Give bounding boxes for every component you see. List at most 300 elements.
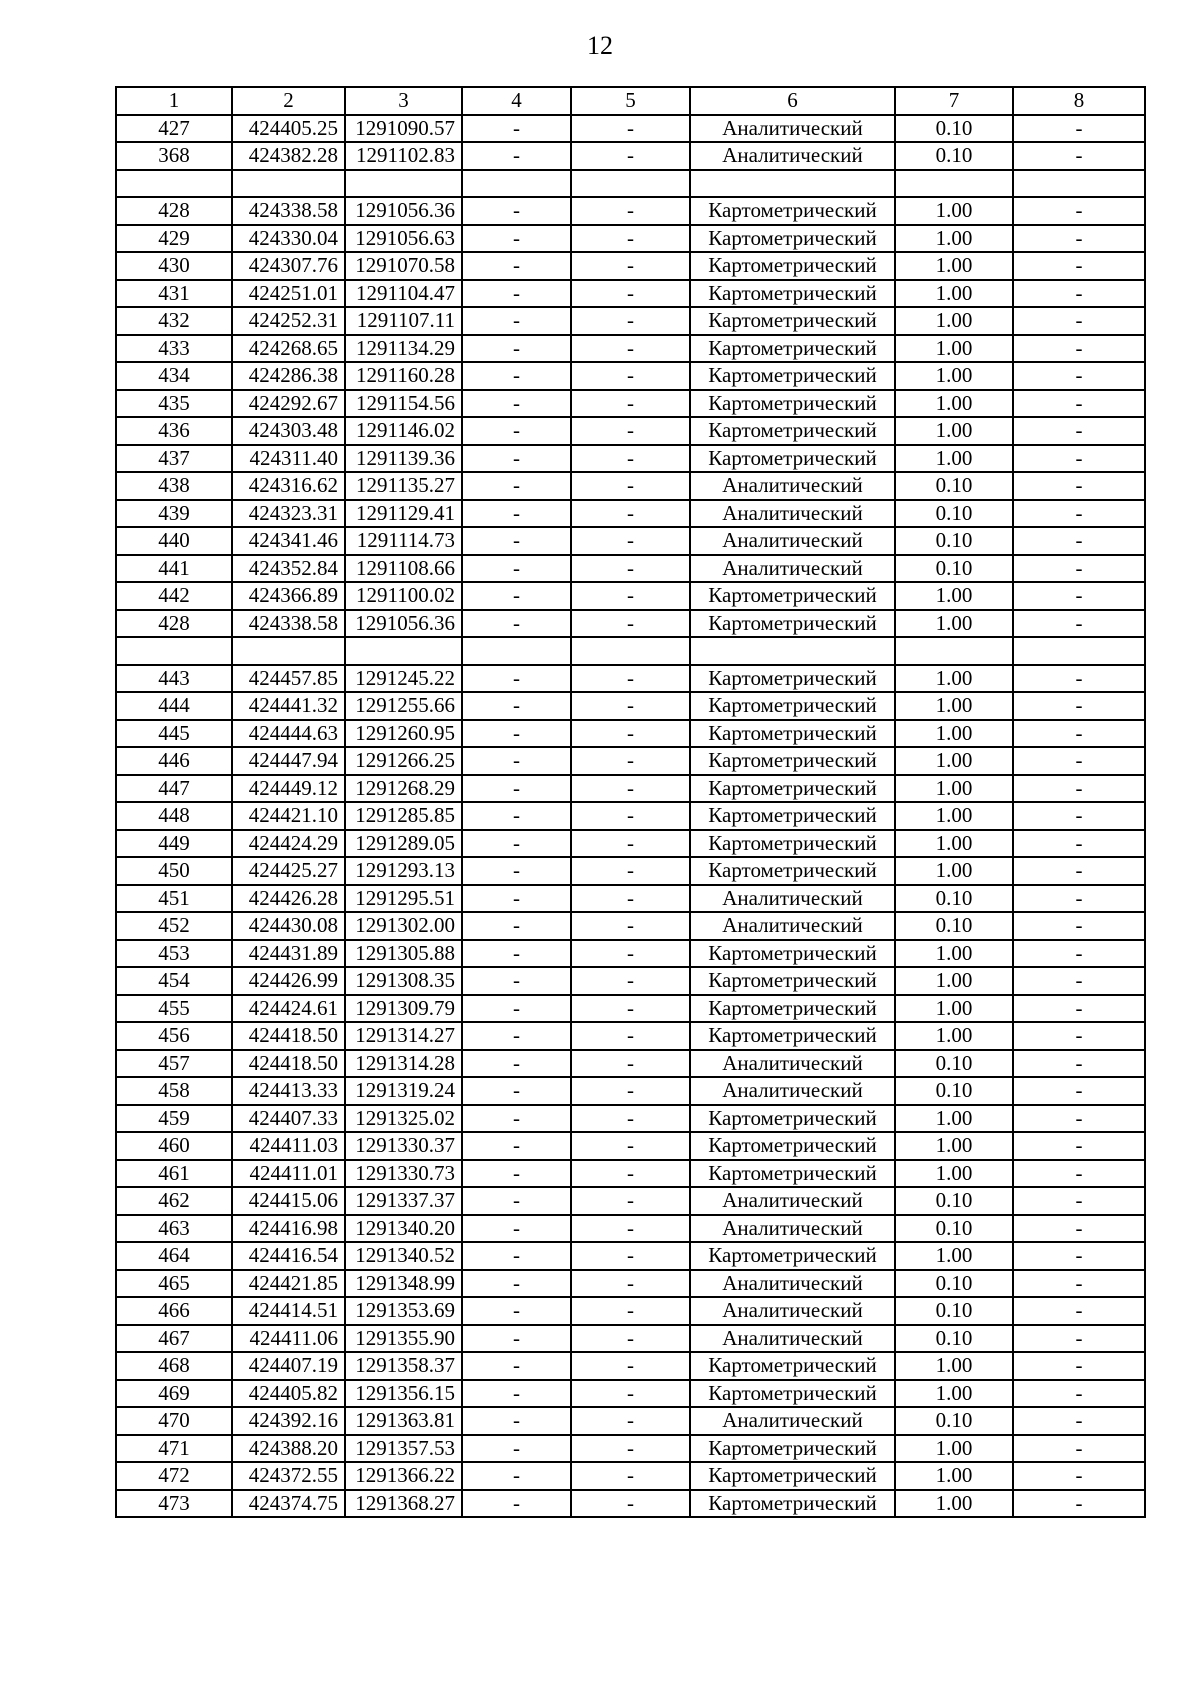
table-row <box>116 995 1145 1023</box>
column-5-cell: - <box>571 940 690 968</box>
column-4-cell: - <box>462 1407 571 1435</box>
method-cell: Аналитический <box>690 1077 895 1105</box>
point-number-cell: 462 <box>116 1187 232 1215</box>
y-coordinate-cell: 1291368.27 <box>345 1490 462 1518</box>
y-coordinate-cell: 1291330.37 <box>345 1132 462 1160</box>
column-4-cell: - <box>462 1325 571 1353</box>
column-8-cell: - <box>1013 390 1145 418</box>
point-number-cell: 437 <box>116 445 232 473</box>
point-number-cell: 458 <box>116 1077 232 1105</box>
method-cell: Картометрический <box>690 857 895 885</box>
column-4-cell: - <box>462 967 571 995</box>
point-number-cell: 456 <box>116 1022 232 1050</box>
y-coordinate-cell: 1291107.11 <box>345 307 462 335</box>
column-5-cell: - <box>571 1215 690 1243</box>
accuracy-cell: 1.00 <box>895 775 1013 803</box>
accuracy-cell <box>895 637 1013 665</box>
column-4-cell: - <box>462 115 571 143</box>
method-cell: Картометрический <box>690 1435 895 1463</box>
x-coordinate-cell: 424338.58 <box>232 197 345 225</box>
column-5-cell: - <box>571 610 690 638</box>
coordinates-table <box>115 86 1146 1518</box>
column-4-cell: - <box>462 1352 571 1380</box>
x-coordinate-cell: 424424.61 <box>232 995 345 1023</box>
column-8-cell: - <box>1013 445 1145 473</box>
y-coordinate-cell: 1291358.37 <box>345 1352 462 1380</box>
table-row <box>116 527 1145 555</box>
x-coordinate-cell: 424441.32 <box>232 692 345 720</box>
column-8-cell: - <box>1013 582 1145 610</box>
accuracy-cell: 1.00 <box>895 362 1013 390</box>
method-cell: Картометрический <box>690 1462 895 1490</box>
accuracy-cell: 0.10 <box>895 500 1013 528</box>
method-cell: Картометрический <box>690 252 895 280</box>
point-number-cell: 428 <box>116 610 232 638</box>
method-cell: Картометрический <box>690 967 895 995</box>
table-row <box>116 665 1145 693</box>
table-row <box>116 142 1145 170</box>
accuracy-cell: 0.10 <box>895 142 1013 170</box>
method-cell: Картометрический <box>690 1105 895 1133</box>
column-5-cell: - <box>571 1050 690 1078</box>
accuracy-cell: 1.00 <box>895 610 1013 638</box>
accuracy-cell: 1.00 <box>895 445 1013 473</box>
point-number-cell: 427 <box>116 115 232 143</box>
y-coordinate-cell: 1291308.35 <box>345 967 462 995</box>
y-coordinate-cell: 1291314.28 <box>345 1050 462 1078</box>
column-4-cell: - <box>462 142 571 170</box>
method-cell: Картометрический <box>690 665 895 693</box>
column-5-cell: - <box>571 720 690 748</box>
column-8-cell: - <box>1013 1132 1145 1160</box>
accuracy-cell: 1.00 <box>895 582 1013 610</box>
x-coordinate-cell: 424268.65 <box>232 335 345 363</box>
accuracy-cell: 0.10 <box>895 472 1013 500</box>
point-number-cell: 432 <box>116 307 232 335</box>
x-coordinate-cell: 424405.25 <box>232 115 345 143</box>
accuracy-cell: 1.00 <box>895 390 1013 418</box>
point-number-cell: 459 <box>116 1105 232 1133</box>
column-5-cell: - <box>571 1435 690 1463</box>
point-number-cell: 448 <box>116 802 232 830</box>
column-5-cell: - <box>571 692 690 720</box>
column-5-cell: - <box>571 115 690 143</box>
table-row <box>116 1160 1145 1188</box>
table-row <box>116 1105 1145 1133</box>
table-row <box>116 225 1145 253</box>
column-8-cell: - <box>1013 472 1145 500</box>
table-row <box>116 1490 1145 1518</box>
column-4-cell: - <box>462 280 571 308</box>
x-coordinate-cell: 424374.75 <box>232 1490 345 1518</box>
column-8-cell: - <box>1013 335 1145 363</box>
y-coordinate-cell: 1291090.57 <box>345 115 462 143</box>
accuracy-cell: 1.00 <box>895 940 1013 968</box>
y-coordinate-cell: 1291340.20 <box>345 1215 462 1243</box>
method-cell: Картометрический <box>690 417 895 445</box>
x-coordinate-cell: 424414.51 <box>232 1297 345 1325</box>
column-5-cell: - <box>571 967 690 995</box>
table-row <box>116 1132 1145 1160</box>
y-coordinate-cell: 1291293.13 <box>345 857 462 885</box>
x-coordinate-cell: 424330.04 <box>232 225 345 253</box>
column-8-cell: - <box>1013 967 1145 995</box>
method-cell: Картометрический <box>690 692 895 720</box>
x-coordinate-cell: 424388.20 <box>232 1435 345 1463</box>
x-coordinate-cell: 424407.19 <box>232 1352 345 1380</box>
x-coordinate-cell: 424251.01 <box>232 280 345 308</box>
method-cell: Аналитический <box>690 1325 895 1353</box>
x-coordinate-cell: 424316.62 <box>232 472 345 500</box>
method-cell: Аналитический <box>690 1407 895 1435</box>
x-coordinate-cell: 424426.99 <box>232 967 345 995</box>
column-5-cell: - <box>571 1022 690 1050</box>
point-number-cell: 431 <box>116 280 232 308</box>
column-5-cell: - <box>571 417 690 445</box>
accuracy-cell: 0.10 <box>895 1407 1013 1435</box>
column-5-cell: - <box>571 362 690 390</box>
accuracy-cell: 1.00 <box>895 225 1013 253</box>
method-cell <box>690 637 895 665</box>
point-number-cell: 439 <box>116 500 232 528</box>
method-cell: Картометрический <box>690 1132 895 1160</box>
table-row <box>116 115 1145 143</box>
x-coordinate-cell: 424307.76 <box>232 252 345 280</box>
column-4-cell: - <box>462 1490 571 1518</box>
table-row <box>116 1352 1145 1380</box>
column-4-cell: - <box>462 1380 571 1408</box>
table-row <box>116 1022 1145 1050</box>
column-4-cell: - <box>462 307 571 335</box>
column-4-cell: - <box>462 747 571 775</box>
column-8-cell: - <box>1013 912 1145 940</box>
column-4-cell: - <box>462 1050 571 1078</box>
column-8-cell: - <box>1013 1050 1145 1078</box>
x-coordinate-cell: 424416.54 <box>232 1242 345 1270</box>
column-5-cell: - <box>571 1077 690 1105</box>
y-coordinate-cell <box>345 170 462 198</box>
column-header: 4 <box>462 87 571 115</box>
accuracy-cell: 1.00 <box>895 1022 1013 1050</box>
point-number-cell: 451 <box>116 885 232 913</box>
accuracy-cell: 1.00 <box>895 252 1013 280</box>
point-number-cell: 469 <box>116 1380 232 1408</box>
column-8-cell: - <box>1013 555 1145 583</box>
column-8-cell: - <box>1013 802 1145 830</box>
point-number-cell: 435 <box>116 390 232 418</box>
column-5-cell: - <box>571 1380 690 1408</box>
point-number-cell: 454 <box>116 967 232 995</box>
column-4-cell: - <box>462 500 571 528</box>
method-cell: Картометрический <box>690 610 895 638</box>
table-row <box>116 197 1145 225</box>
column-8-cell: - <box>1013 307 1145 335</box>
column-8-cell: - <box>1013 1187 1145 1215</box>
column-8-cell: - <box>1013 1077 1145 1105</box>
accuracy-cell: 0.10 <box>895 1297 1013 1325</box>
column-5-cell: - <box>571 912 690 940</box>
accuracy-cell: 1.00 <box>895 665 1013 693</box>
x-coordinate-cell: 424421.85 <box>232 1270 345 1298</box>
y-coordinate-cell: 1291353.69 <box>345 1297 462 1325</box>
column-header: 6 <box>690 87 895 115</box>
column-4-cell: - <box>462 362 571 390</box>
table-row <box>116 967 1145 995</box>
column-8-cell: - <box>1013 1105 1145 1133</box>
column-4-cell: - <box>462 555 571 583</box>
table-row <box>116 582 1145 610</box>
method-cell: Аналитический <box>690 500 895 528</box>
column-header: 8 <box>1013 87 1145 115</box>
column-header: 1 <box>116 87 232 115</box>
accuracy-cell: 1.00 <box>895 830 1013 858</box>
x-coordinate-cell: 424416.98 <box>232 1215 345 1243</box>
column-8-cell: - <box>1013 1435 1145 1463</box>
column-header: 7 <box>895 87 1013 115</box>
y-coordinate-cell: 1291319.24 <box>345 1077 462 1105</box>
method-cell: Картометрический <box>690 307 895 335</box>
x-coordinate-cell: 424424.29 <box>232 830 345 858</box>
x-coordinate-cell: 424252.31 <box>232 307 345 335</box>
accuracy-cell: 1.00 <box>895 1490 1013 1518</box>
column-8-cell: - <box>1013 692 1145 720</box>
y-coordinate-cell: 1291056.63 <box>345 225 462 253</box>
accuracy-cell: 0.10 <box>895 1077 1013 1105</box>
table-row <box>116 555 1145 583</box>
accuracy-cell: 1.00 <box>895 197 1013 225</box>
y-coordinate-cell: 1291160.28 <box>345 362 462 390</box>
point-number-cell: 449 <box>116 830 232 858</box>
table-row <box>116 335 1145 363</box>
table-row <box>116 417 1145 445</box>
method-cell: Картометрический <box>690 280 895 308</box>
column-4-cell: - <box>462 720 571 748</box>
y-coordinate-cell: 1291102.83 <box>345 142 462 170</box>
column-5-cell: - <box>571 1490 690 1518</box>
accuracy-cell: 0.10 <box>895 912 1013 940</box>
accuracy-cell: 0.10 <box>895 885 1013 913</box>
x-coordinate-cell: 424352.84 <box>232 555 345 583</box>
method-cell: Картометрический <box>690 1022 895 1050</box>
column-8-cell: - <box>1013 885 1145 913</box>
method-cell: Аналитический <box>690 527 895 555</box>
method-cell: Аналитический <box>690 1050 895 1078</box>
method-cell: Аналитический <box>690 555 895 583</box>
column-5-cell: - <box>571 390 690 418</box>
column-4-cell: - <box>462 995 571 1023</box>
table-row <box>116 1462 1145 1490</box>
method-cell: Картометрический <box>690 940 895 968</box>
table-row <box>116 1077 1145 1105</box>
column-4-cell <box>462 170 571 198</box>
x-coordinate-cell: 424405.82 <box>232 1380 345 1408</box>
column-5-cell: - <box>571 472 690 500</box>
y-coordinate-cell: 1291056.36 <box>345 197 462 225</box>
column-header: 5 <box>571 87 690 115</box>
y-coordinate-cell: 1291330.73 <box>345 1160 462 1188</box>
accuracy-cell: 1.00 <box>895 335 1013 363</box>
column-5-cell: - <box>571 1132 690 1160</box>
column-5-cell: - <box>571 142 690 170</box>
column-8-cell: - <box>1013 1215 1145 1243</box>
column-4-cell: - <box>462 582 571 610</box>
column-8-cell: - <box>1013 1462 1145 1490</box>
accuracy-cell <box>895 170 1013 198</box>
x-coordinate-cell: 424415.06 <box>232 1187 345 1215</box>
y-coordinate-cell: 1291266.25 <box>345 747 462 775</box>
accuracy-cell: 1.00 <box>895 857 1013 885</box>
column-5-cell: - <box>571 280 690 308</box>
x-coordinate-cell: 424411.03 <box>232 1132 345 1160</box>
point-number-cell: 438 <box>116 472 232 500</box>
column-4-cell: - <box>462 1160 571 1188</box>
column-8-cell: - <box>1013 225 1145 253</box>
table-row <box>116 1297 1145 1325</box>
method-cell: Картометрический <box>690 720 895 748</box>
column-8-cell: - <box>1013 1022 1145 1050</box>
point-number-cell: 453 <box>116 940 232 968</box>
accuracy-cell: 1.00 <box>895 1352 1013 1380</box>
method-cell: Картометрический <box>690 335 895 363</box>
table-row <box>116 1325 1145 1353</box>
column-5-cell: - <box>571 1297 690 1325</box>
table-row <box>116 775 1145 803</box>
column-8-cell: - <box>1013 197 1145 225</box>
column-5-cell: - <box>571 307 690 335</box>
y-coordinate-cell: 1291295.51 <box>345 885 462 913</box>
accuracy-cell: 1.00 <box>895 1105 1013 1133</box>
column-4-cell: - <box>462 885 571 913</box>
accuracy-cell: 0.10 <box>895 1215 1013 1243</box>
x-coordinate-cell: 424431.89 <box>232 940 345 968</box>
accuracy-cell: 0.10 <box>895 1187 1013 1215</box>
point-number-cell: 444 <box>116 692 232 720</box>
separator-row <box>116 637 1145 665</box>
accuracy-cell: 1.00 <box>895 692 1013 720</box>
x-coordinate-cell: 424457.85 <box>232 665 345 693</box>
column-4-cell: - <box>462 1270 571 1298</box>
column-8-cell: - <box>1013 747 1145 775</box>
y-coordinate-cell: 1291305.88 <box>345 940 462 968</box>
y-coordinate-cell: 1291325.02 <box>345 1105 462 1133</box>
x-coordinate-cell: 424341.46 <box>232 527 345 555</box>
x-coordinate-cell: 424292.67 <box>232 390 345 418</box>
point-number-cell: 455 <box>116 995 232 1023</box>
column-4-cell: - <box>462 252 571 280</box>
y-coordinate-cell: 1291302.00 <box>345 912 462 940</box>
method-cell: Аналитический <box>690 1187 895 1215</box>
column-8-cell: - <box>1013 1160 1145 1188</box>
accuracy-cell: 1.00 <box>895 1132 1013 1160</box>
point-number-cell: 429 <box>116 225 232 253</box>
column-5-cell: - <box>571 1242 690 1270</box>
accuracy-cell: 1.00 <box>895 1160 1013 1188</box>
x-coordinate-cell: 424418.50 <box>232 1022 345 1050</box>
point-number-cell: 430 <box>116 252 232 280</box>
accuracy-cell: 1.00 <box>895 417 1013 445</box>
y-coordinate-cell: 1291146.02 <box>345 417 462 445</box>
column-8-cell: - <box>1013 252 1145 280</box>
column-4-cell: - <box>462 610 571 638</box>
x-coordinate-cell: 424411.01 <box>232 1160 345 1188</box>
column-4-cell: - <box>462 775 571 803</box>
x-coordinate-cell: 424407.33 <box>232 1105 345 1133</box>
column-5-cell: - <box>571 252 690 280</box>
x-coordinate-cell: 424311.40 <box>232 445 345 473</box>
y-coordinate-cell: 1291309.79 <box>345 995 462 1023</box>
accuracy-cell: 1.00 <box>895 967 1013 995</box>
column-8-cell: - <box>1013 610 1145 638</box>
method-cell: Картометрический <box>690 225 895 253</box>
table-row <box>116 1407 1145 1435</box>
column-8-cell: - <box>1013 500 1145 528</box>
column-5-cell: - <box>571 197 690 225</box>
column-5-cell: - <box>571 857 690 885</box>
accuracy-cell: 1.00 <box>895 1462 1013 1490</box>
y-coordinate-cell: 1291285.85 <box>345 802 462 830</box>
accuracy-cell: 0.10 <box>895 115 1013 143</box>
x-coordinate-cell: 424413.33 <box>232 1077 345 1105</box>
table-row <box>116 885 1145 913</box>
table-row <box>116 445 1145 473</box>
column-8-cell: - <box>1013 1380 1145 1408</box>
table-row <box>116 1215 1145 1243</box>
point-number-cell: 446 <box>116 747 232 775</box>
y-coordinate-cell: 1291348.99 <box>345 1270 462 1298</box>
column-4-cell: - <box>462 665 571 693</box>
column-5-cell: - <box>571 445 690 473</box>
point-number-cell: 470 <box>116 1407 232 1435</box>
method-cell: Аналитический <box>690 472 895 500</box>
method-cell: Аналитический <box>690 885 895 913</box>
column-5-cell: - <box>571 527 690 555</box>
table-row <box>116 857 1145 885</box>
method-cell: Картометрический <box>690 802 895 830</box>
column-5-cell: - <box>571 747 690 775</box>
column-5-cell: - <box>571 1352 690 1380</box>
column-8-cell: - <box>1013 665 1145 693</box>
column-5-cell: - <box>571 830 690 858</box>
table-row <box>116 912 1145 940</box>
point-number-cell: 466 <box>116 1297 232 1325</box>
column-8-cell: - <box>1013 362 1145 390</box>
column-8-cell: - <box>1013 1325 1145 1353</box>
column-4-cell: - <box>462 445 571 473</box>
column-8-cell: - <box>1013 775 1145 803</box>
y-coordinate-cell: 1291056.36 <box>345 610 462 638</box>
column-5-cell: - <box>571 775 690 803</box>
column-8-cell: - <box>1013 142 1145 170</box>
table-header-row <box>116 87 1145 115</box>
y-coordinate-cell: 1291100.02 <box>345 582 462 610</box>
x-coordinate-cell: 424425.27 <box>232 857 345 885</box>
point-number-cell: 368 <box>116 142 232 170</box>
y-coordinate-cell: 1291260.95 <box>345 720 462 748</box>
column-5-cell: - <box>571 802 690 830</box>
column-4-cell: - <box>462 1077 571 1105</box>
x-coordinate-cell: 424411.06 <box>232 1325 345 1353</box>
x-coordinate-cell <box>232 170 345 198</box>
table-row <box>116 362 1145 390</box>
y-coordinate-cell: 1291135.27 <box>345 472 462 500</box>
column-5-cell: - <box>571 500 690 528</box>
column-4-cell: - <box>462 1462 571 1490</box>
x-coordinate-cell: 424372.55 <box>232 1462 345 1490</box>
column-8-cell: - <box>1013 1490 1145 1518</box>
table-row <box>116 830 1145 858</box>
point-number-cell: 457 <box>116 1050 232 1078</box>
column-4-cell: - <box>462 197 571 225</box>
